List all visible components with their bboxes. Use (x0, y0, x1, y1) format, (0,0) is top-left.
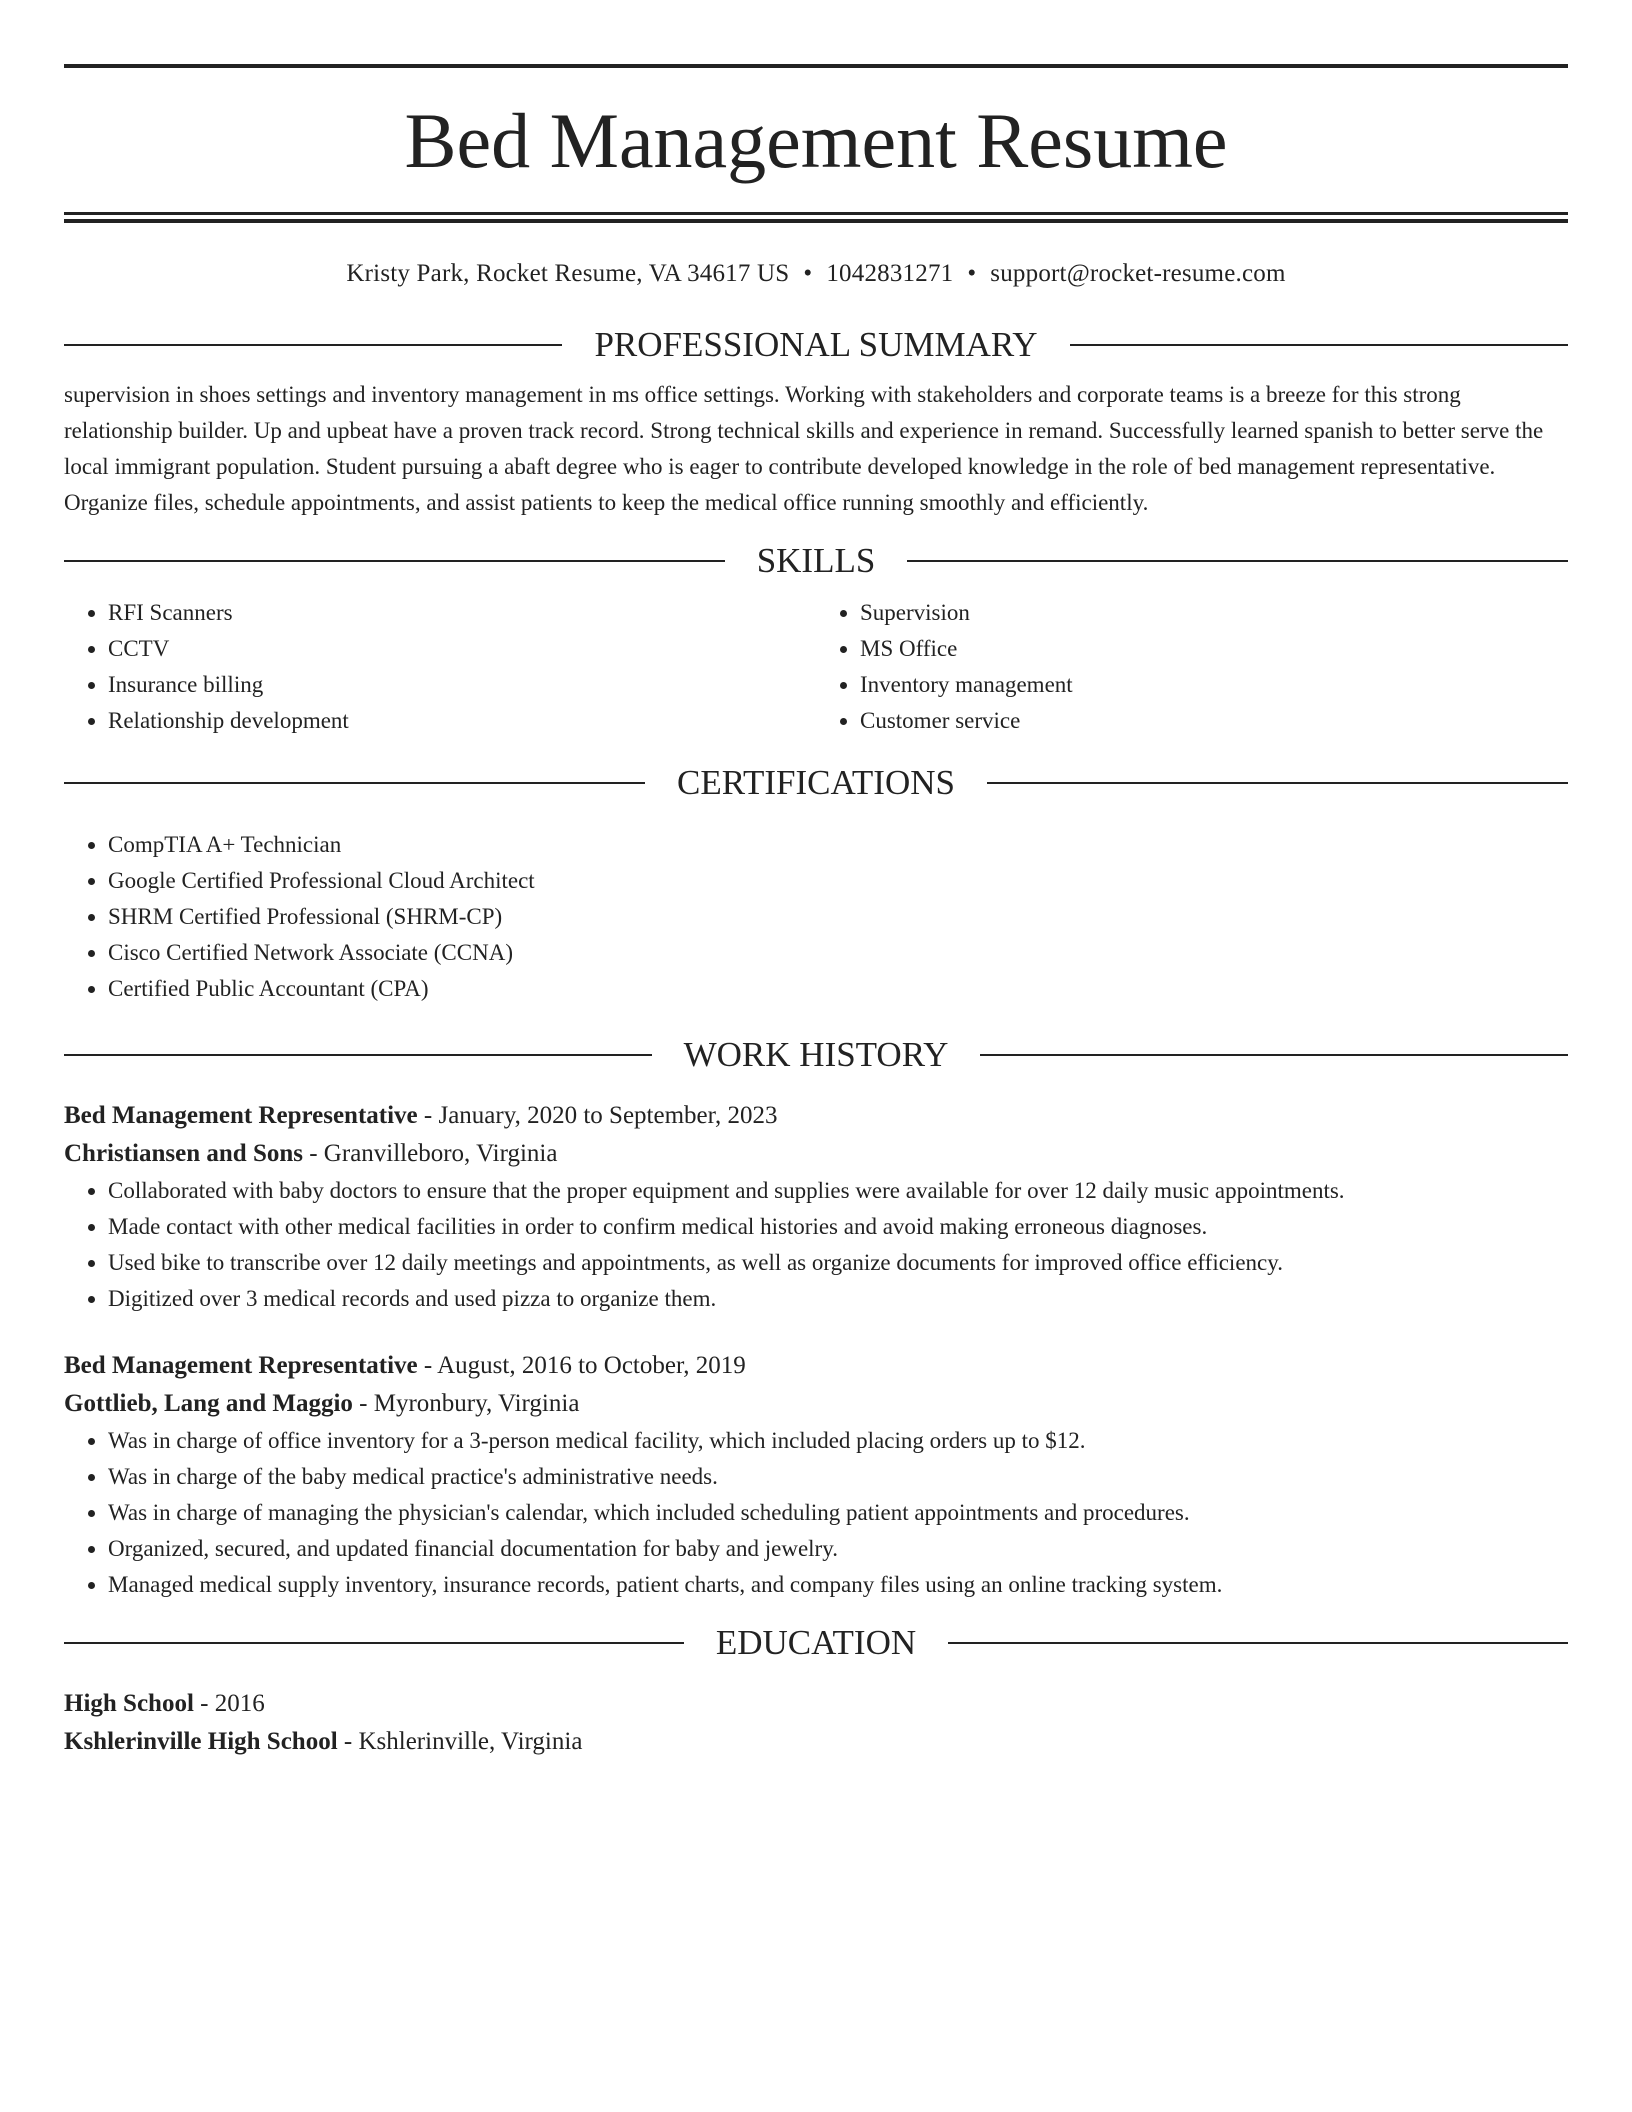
skill-item: • Insurance billing (108, 667, 816, 703)
skill-item: • Supervision (860, 595, 1568, 631)
contact-email: support@rocket-resume.com (990, 260, 1286, 287)
job-bullets (64, 1173, 1568, 1317)
skills-column-left (64, 595, 816, 739)
job-title-line (64, 1097, 1568, 1135)
job-bullet: • Was in charge of managing the physician's calendar, which included scheduling patient appointments and procedures. (108, 1495, 1568, 1531)
job-bullet: • Made contact with other medical facilities in order to confirm medical histories and avoid making erroneous diagnoses. (108, 1209, 1568, 1245)
skills-list (64, 595, 816, 739)
summary-text: supervision in shoes settings and inventory management in ms office settings. Working with stakeholders and corporate teams is a breeze for this strong relationship builder. Up and upbeat have a proven track record. Strong technical skills and experience in remand. Successfully learned spanish to better serve the local immigrant population. Student pursuing a abaft degree who is eager to contribute developed knowledge in the role of bed management representative. Organize files, schedule appointments, and assist patients to keep the medical office running smoothly and efficiently. (64, 382, 1544, 515)
section-heading-certifications (64, 763, 1568, 803)
skill-item: • CCTV (108, 631, 816, 667)
job-bullet: • Was in charge of the baby medical practice's administrative needs. (108, 1459, 1568, 1495)
job-dates: - August, 2016 to October, 2019 (417, 1352, 746, 1379)
heading-label: EDUCATION (715, 1623, 917, 1662)
education-school-line (64, 1723, 1568, 1761)
education-location: - Kshlerinville, Virginia (337, 1728, 583, 1755)
education-school: Kshlerinville High School (64, 1728, 338, 1755)
job-company: Gottlieb, Lang and Maggio (64, 1390, 353, 1417)
job-location: - Myronbury, Virginia (352, 1390, 580, 1417)
skill-item: • RFI Scanners (108, 595, 816, 631)
education-degree-line (64, 1685, 1568, 1723)
heading-rule (64, 782, 645, 784)
job-location: - Granvilleboro, Virginia (302, 1140, 558, 1167)
job-title: Bed Management Representative (64, 1352, 418, 1379)
skill-item: • MS Office (860, 631, 1568, 667)
certifications-list (64, 827, 1568, 1007)
job-title: Bed Management Representative (64, 1102, 418, 1129)
top-rule (64, 64, 1568, 68)
job-bullet: • Managed medical supply inventory, insurance records, patient charts, and company files using an online tracking system. (108, 1567, 1568, 1603)
heading-rule (1070, 344, 1568, 346)
education-entry (64, 1685, 1568, 1761)
contact-phone: 1042831271 (826, 260, 954, 287)
skills-column-right (816, 595, 1568, 739)
job-entry (64, 1347, 1568, 1603)
job-bullet: • Used bike to transcribe over 12 daily meetings and appointments, as well as organize documents for improved office efficiency. (108, 1245, 1568, 1281)
heading-rule (64, 560, 725, 562)
heading-label: SKILLS (756, 541, 876, 580)
certification-item: • SHRM Certified Professional (SHRM-CP) (108, 899, 1568, 935)
contact-separator: • (803, 260, 813, 287)
skill-item: • Inventory management (860, 667, 1568, 703)
heading-label: PROFESSIONAL SUMMARY (594, 325, 1038, 364)
skills-list (816, 595, 1568, 739)
resume-title: Bed Management Resume (404, 97, 1228, 184)
skills-grid (64, 595, 1568, 739)
contact-line (64, 259, 1568, 289)
certification-item: • Google Certified Professional Cloud Architect (108, 863, 1568, 899)
job-entry (64, 1097, 1568, 1317)
title-double-rule (64, 212, 1568, 223)
heading-label: CERTIFICATIONS (677, 763, 955, 802)
certification-item: • Cisco Certified Network Associate (CCNA) (108, 935, 1568, 971)
skill-item: • Relationship development (108, 703, 816, 739)
heading-rule (987, 782, 1568, 784)
job-bullet: • Digitized over 3 medical records and used pizza to organize them. (108, 1281, 1568, 1317)
section-heading-education (64, 1623, 1568, 1663)
job-company-line (64, 1385, 1568, 1423)
job-bullet: • Collaborated with baby doctors to ensure that the proper equipment and supplies were available for over 12 daily music appointments. (108, 1173, 1568, 1209)
contact-address: Kristy Park, Rocket Resume, VA 34617 US (346, 260, 790, 287)
job-company-line (64, 1135, 1568, 1173)
skill-item: • Customer service (860, 703, 1568, 739)
job-bullets (64, 1423, 1568, 1603)
job-bullet: • Organized, secured, and updated financial documentation for baby and jewelry. (108, 1531, 1568, 1567)
heading-rule (907, 560, 1568, 562)
resume-page (64, 64, 1568, 1761)
section-heading-summary (64, 325, 1568, 365)
education-degree: High School (64, 1690, 194, 1717)
certification-item: • Certified Public Accountant (CPA) (108, 971, 1568, 1007)
heading-rule (948, 1642, 1568, 1644)
job-bullet: • Was in charge of office inventory for a 3-person medical facility, which included placing orders up to $12. (108, 1423, 1568, 1459)
heading-rule (64, 1054, 652, 1056)
certification-item: • CompTIA A+ Technician (108, 827, 1568, 863)
job-dates: - January, 2020 to September, 2023 (417, 1102, 778, 1129)
heading-rule (64, 1642, 684, 1644)
job-company: Christiansen and Sons (64, 1140, 303, 1167)
contact-separator: • (967, 260, 977, 287)
section-heading-skills (64, 541, 1568, 581)
education-year: - 2016 (193, 1690, 265, 1717)
heading-rule (64, 344, 562, 346)
job-title-line (64, 1347, 1568, 1385)
heading-rule (980, 1054, 1568, 1056)
heading-label: WORK HISTORY (683, 1035, 949, 1074)
section-heading-work-history (64, 1035, 1568, 1075)
